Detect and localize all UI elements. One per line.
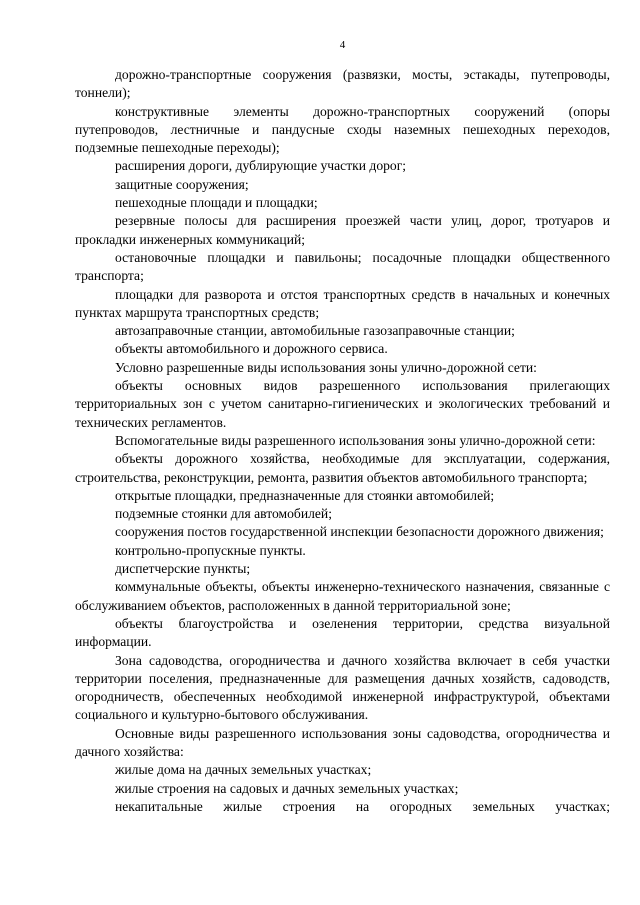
paragraph: контрольно-пропускные пункты. [115, 542, 306, 558]
paragraph: площадки для разворота и отстоя транспортных средств в начальных и конечных пунктах маршрута транспортных средств; [75, 286, 610, 320]
paragraph: дорожно-транспортные сооружения (развязки, мосты, эстакады, путепроводы, тоннели); [75, 67, 610, 101]
paragraph: жилые дома на дачных земельных участках; [115, 762, 372, 778]
paragraph: жилые строения на садовых и дачных земельных участках; [115, 780, 459, 796]
paragraph: Вспомогательные виды разрешенного использования зоны улично-дорожной сети: [115, 432, 596, 448]
paragraph: объекты основных видов разрешенного использования прилегающих территориальных зон с учетом санитарно-гигиенических и экологических требований и технических регламентов. [75, 378, 610, 430]
paragraph: объекты автомобильного и дорожного сервиса. [115, 341, 388, 357]
paragraph: объекты дорожного хозяйства, необходимые для эксплуатации, содержания, строительства, реконструкции, ремонта, развития объектов автомобильного транспорта; [75, 451, 610, 485]
paragraph: конструктивные элементы дорожно-транспортных сооружений (опоры путепроводов, лестничные и пандусные сходы наземных пешеходных переходов, подземные пешеходные переходы); [75, 103, 610, 156]
paragraph: сооружения постов государственной инспекции безопасности дорожного движения; [115, 524, 604, 540]
paragraph: Зона садоводства, огородничества и дачного хозяйства включает в себя участки территории поселения, предназначенные для размещения дачных хозяйств, садоводств, огородничеств, обеспеченных необходимой инженерной инфраструктурой, объектами социального и культурно-бытового обслуживания. [75, 652, 610, 723]
paragraph: объекты благоустройства и озеленения территории, средства визуальной информации. [75, 615, 610, 650]
paragraph: остановочные площадки и павильоны; посадочные площадки общественного транспорта; [75, 249, 610, 284]
paragraph: коммунальные объекты, объекты инженерно-технического назначения, связанные с обслуживанием объектов, расположенных в данной территориальной зоне; [75, 579, 610, 613]
paragraph: автозаправочные станции, автомобильные газозаправочные станции; [115, 323, 515, 339]
body-text [75, 66, 610, 816]
paragraph: подземные стоянки для автомобилей; [115, 506, 332, 522]
paragraph: Условно разрешенные виды использования зоны улично-дорожной сети: [115, 359, 537, 375]
paragraph: открытые площадки, предназначенные для стоянки автомобилей; [115, 487, 495, 503]
paragraph: защитные сооружения; [115, 176, 249, 192]
paragraph: некапитальные жилые строения на огородных земельных участках; [115, 798, 610, 814]
paragraph: пешеходные площади и площадки; [115, 195, 318, 211]
paragraph: расширения дороги, дублирующие участки дорог; [115, 158, 407, 174]
page-number: 4 [339, 39, 346, 51]
paragraph: Основные виды разрешенного использования зоны садоводства, огородничества и дачного хозяйства: [75, 725, 610, 759]
paragraph: резервные полосы для расширения проезжей части улиц, дорог, тротуаров и прокладки инженерных коммуникаций; [75, 213, 610, 247]
paragraph: диспетчерские пункты; [115, 561, 251, 577]
